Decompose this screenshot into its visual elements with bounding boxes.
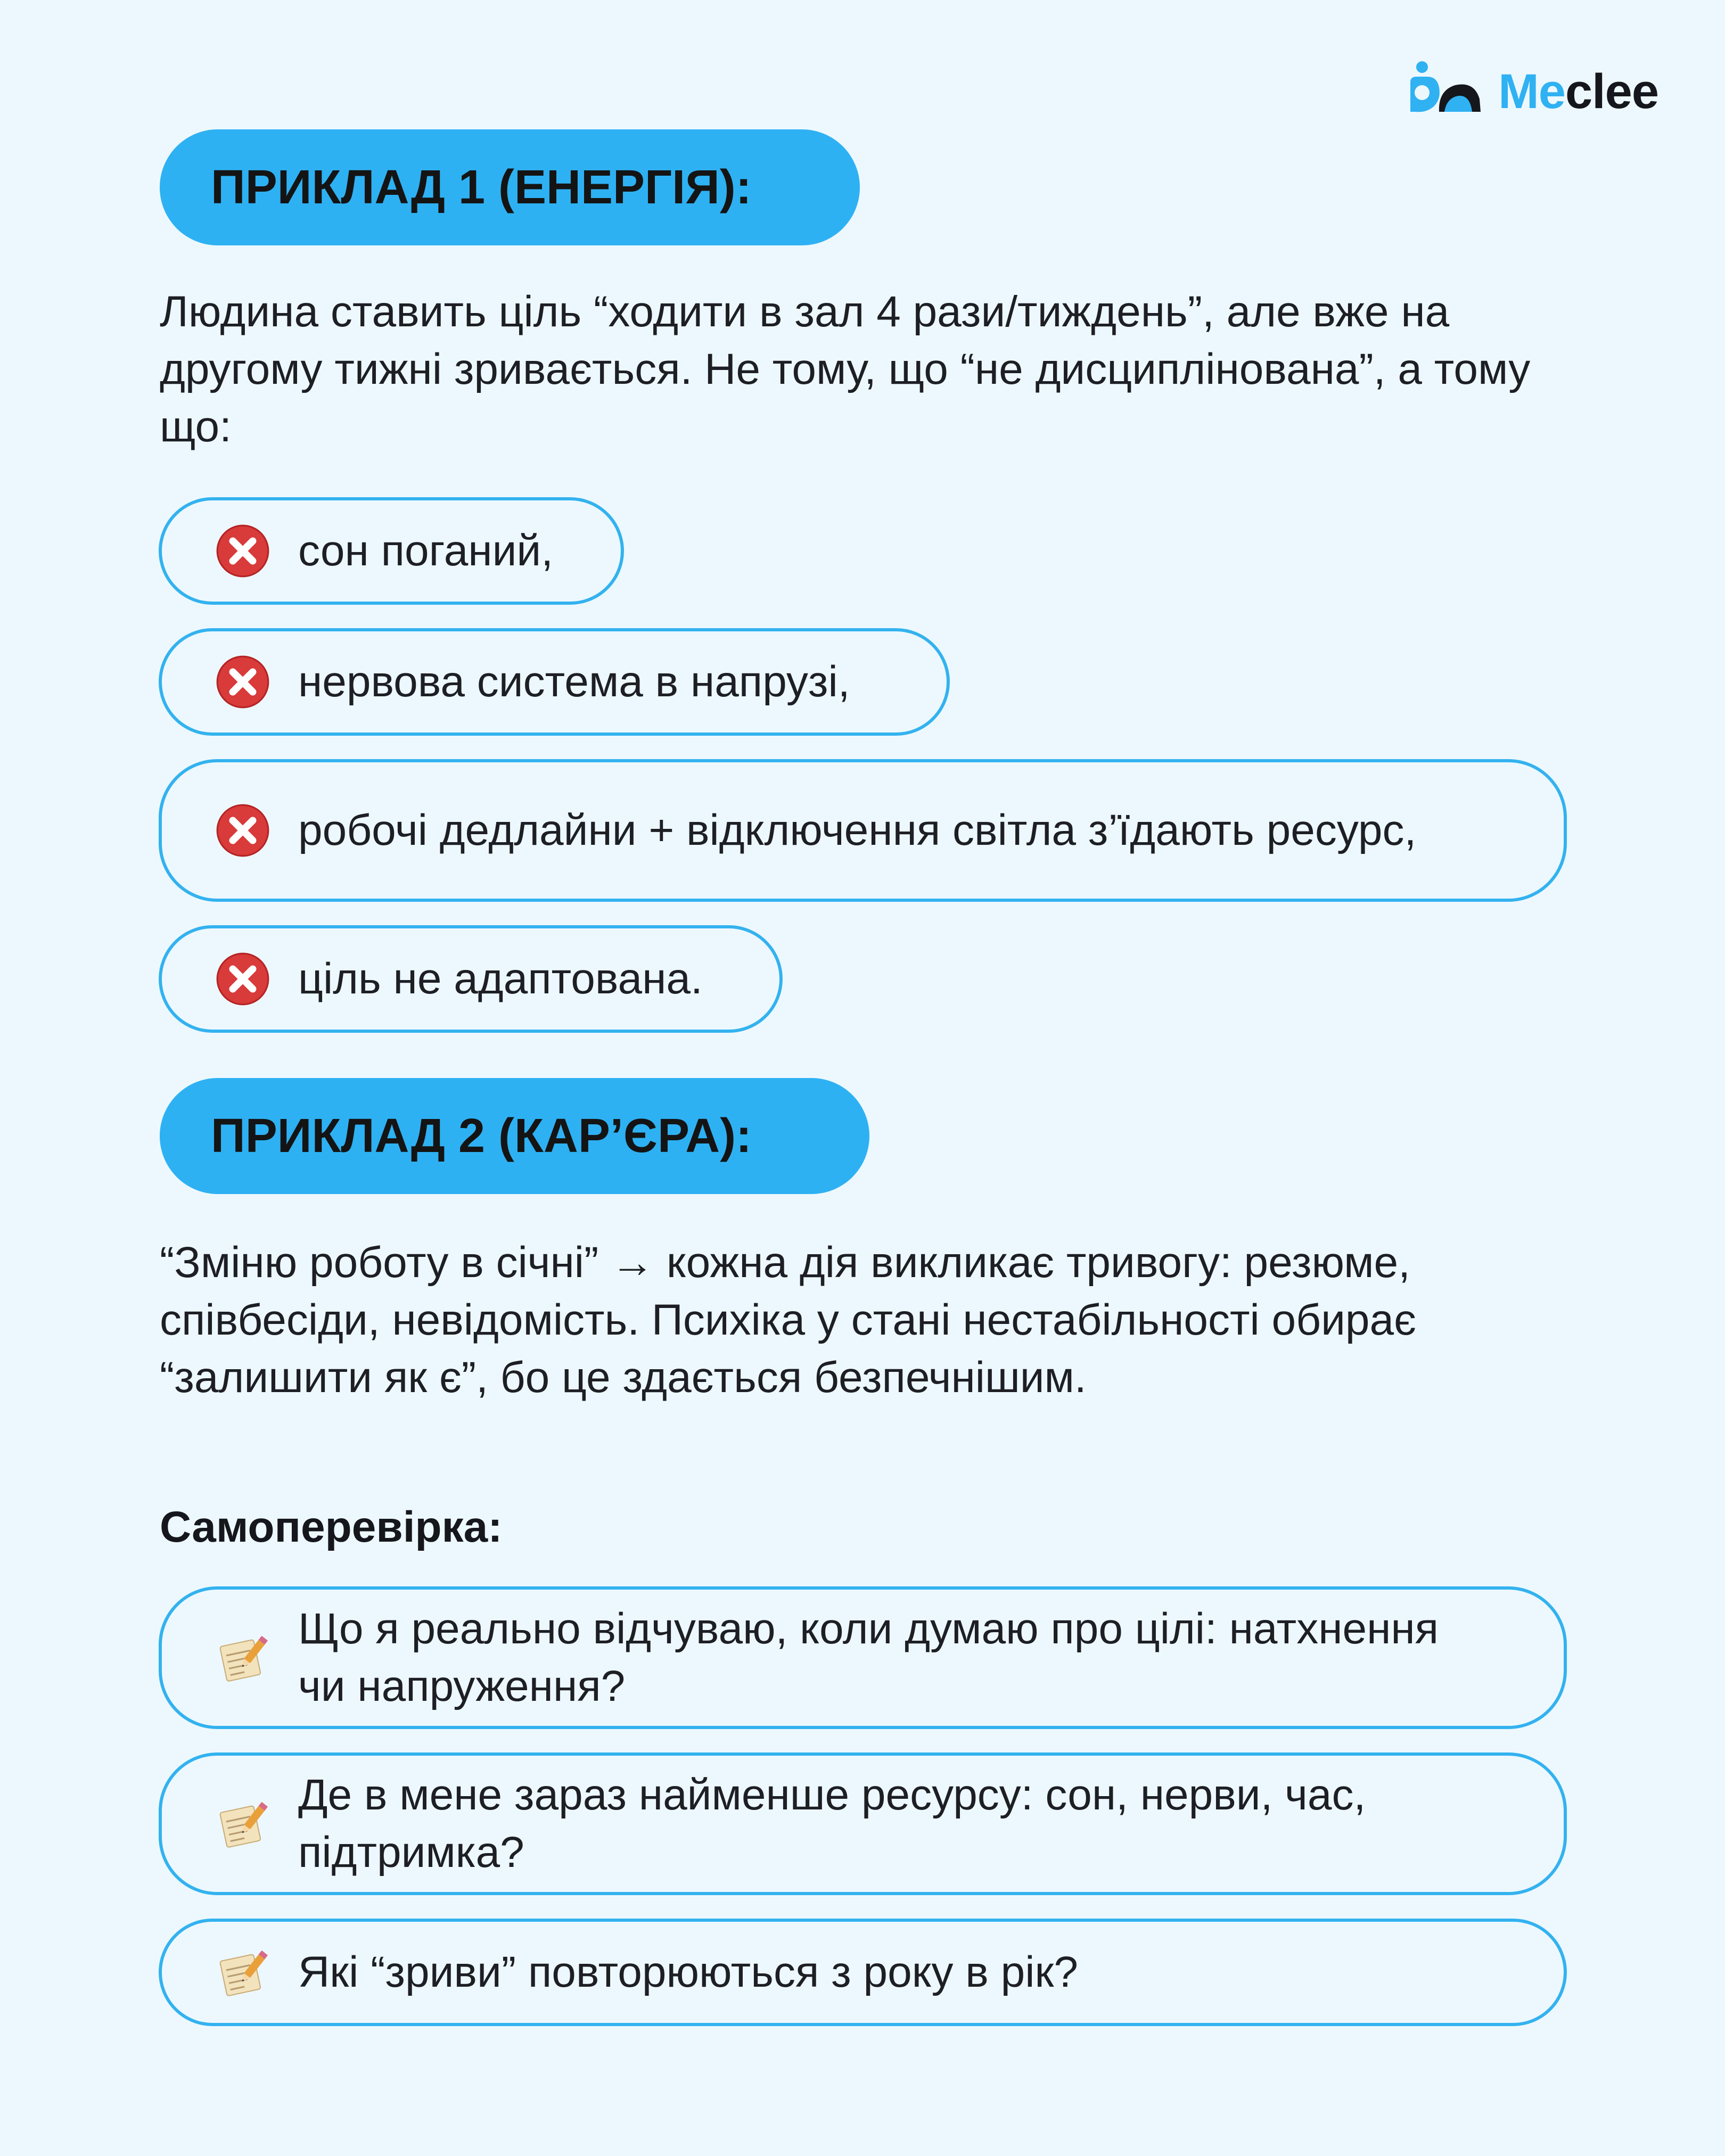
cross-mark-icon (215, 523, 270, 579)
reason-item (159, 759, 1567, 902)
reason-text: нервова система в напрузі, (298, 657, 850, 706)
question-item (159, 1586, 1567, 1729)
reason-item (159, 497, 624, 605)
cross-mark-icon (215, 951, 270, 1007)
question-item (159, 1752, 1567, 1895)
brand-name: Meclee (1498, 64, 1658, 119)
reason-text: сон поганий, (298, 526, 553, 575)
question-text: Що я реально відчуваю, коли думаю про цілі: натхнення чи напруження? (298, 1604, 1439, 1710)
reason-text: робочі дедлайни + відключення світла з’їдають ресурс, (298, 806, 1417, 854)
memo-icon (215, 1630, 270, 1685)
cross-mark-icon (215, 803, 270, 858)
memo-icon (215, 1945, 270, 2000)
example-2-text: “Зміню роботу в січні” → кожна дія викликає тривогу: резюме, співбесіди, невідомість. Психіка у стані нестабільності обирає “залишити як є”, бо це здається безпечнішим. (160, 1238, 1416, 1402)
reason-item (159, 925, 783, 1033)
brand-logo (1406, 60, 1658, 124)
example-2-title: ПРИКЛАД 2 (КАР’ЄРА): (160, 1078, 869, 1194)
memo-icon (215, 1796, 270, 1851)
question-text: Де в мене зараз найменше ресурсу: сон, нерви, час, підтримка? (298, 1771, 1366, 1877)
example-1-title: ПРИКЛАД 1 (ЕНЕРГІЯ): (160, 129, 860, 245)
meclee-logo-icon (1406, 60, 1483, 124)
reason-text: ціль не адаптована. (298, 954, 703, 1003)
reason-item (159, 628, 950, 736)
self-check-heading: Самоперевірка: (160, 1503, 503, 1551)
example-1-intro: Людина ставить ціль “ходити в зал 4 рази/тиждень”, але вже на другому тижні зривається. Не тому, що “не дисциплінована”, а тому що: (160, 287, 1531, 451)
question-text: Які “зриви” повторюються з року в рік? (298, 1948, 1078, 1996)
cross-mark-icon (215, 654, 270, 710)
question-item (159, 1919, 1567, 2026)
